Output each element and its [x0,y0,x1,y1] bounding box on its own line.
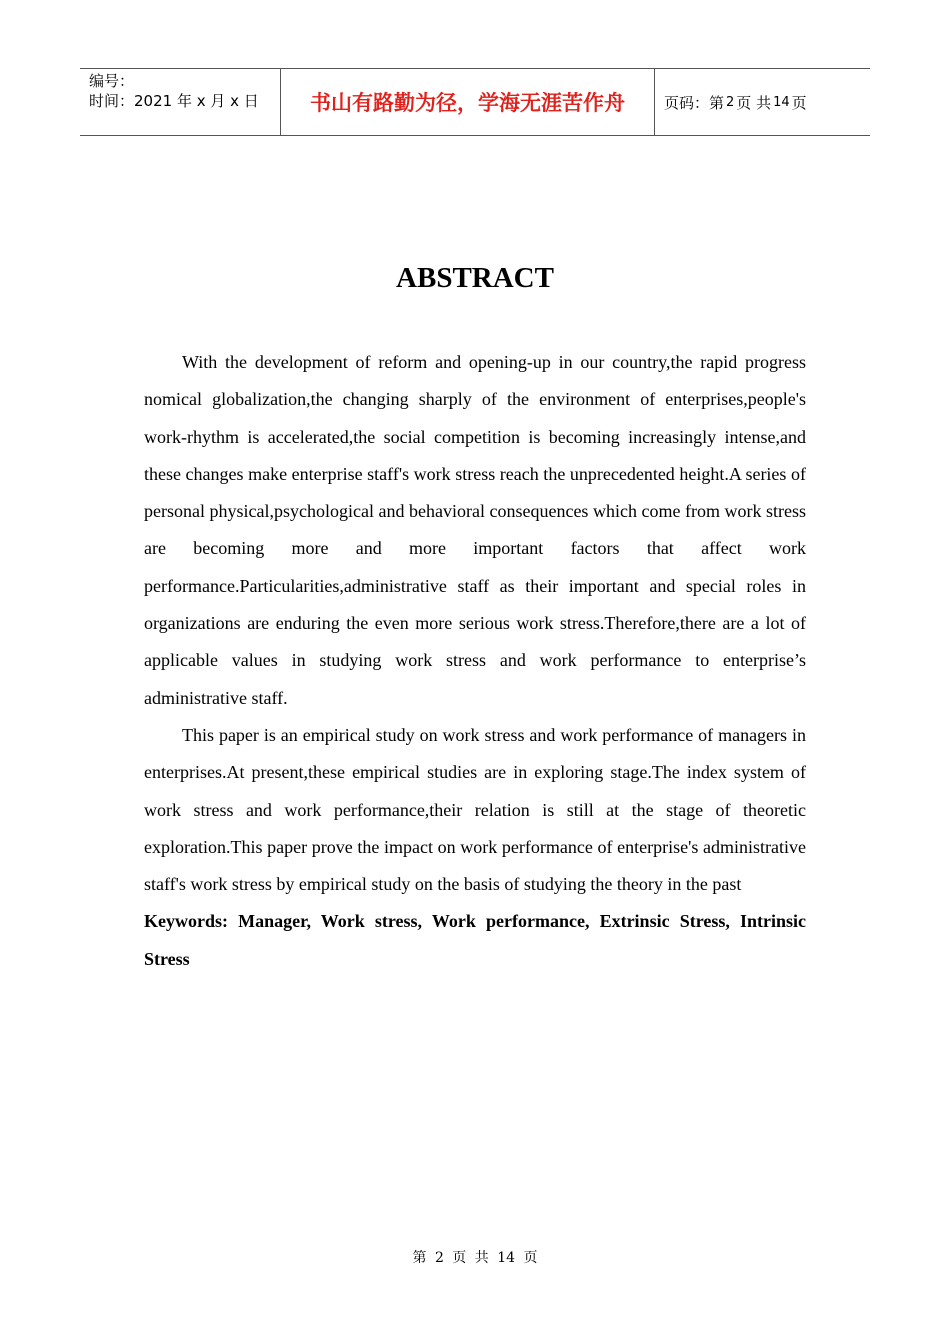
page-prefix: 页码：第 [664,93,725,112]
motto-text: 书山有路勤为径，学海无涯苦作舟 [310,91,625,115]
header-page-cell [655,69,870,135]
abstract-paragraph-1: With the development of reform and opening-up in our country,the rapid progress nomical globalization,the changing sharply of the environment of enterprises,people's work-rhythm is accelerated,the social competition is becoming increasingly intense,and these changes make enterprise staff's work stress reach the unprecedented height.A series of personal physical,psychological and behavioral consequences which come from work stress are becoming more and more important factors that affect work performance.Particularities,administrative staff as their important and special roles in organizations are enduring the even more serious work stress.Therefore,there are a lot of applicable values in studying work stress and work performance to enterprise’s administrative staff. [144,352,806,708]
header-meta-cell [80,69,281,135]
header-motto-cell [281,69,655,135]
abstract-title: ABSTRACT [396,262,554,294]
abstract-body [144,344,806,978]
keywords: Keywords: Manager, Work stress, Work performance, Extrinsic Stress, Intrinsic Stress [144,911,806,969]
abstract-paragraph-2: This paper is an empirical study on work stress and work performance of managers in enterprises.At present,these empirical studies are in exploring stage.The index system of work stress and work performance,their relation is still at the stage of theoretic exploration.This paper prove the impact on work performance of enterprise's administrative staff's work stress by empirical study on the basis of studying the theory in the past [144,724,806,895]
time-label: 时间：2021 年 x 月 x 日 [89,92,259,110]
page-suffix: 页 [791,93,807,112]
page-current: 2 [726,94,735,110]
page-header [80,68,870,136]
page-footer: 第 2 页 共 14 页 [412,1250,538,1266]
page-total: 14 [773,94,790,110]
page-middle: 页 共 [736,93,772,112]
number-label: 编号： [89,72,135,90]
